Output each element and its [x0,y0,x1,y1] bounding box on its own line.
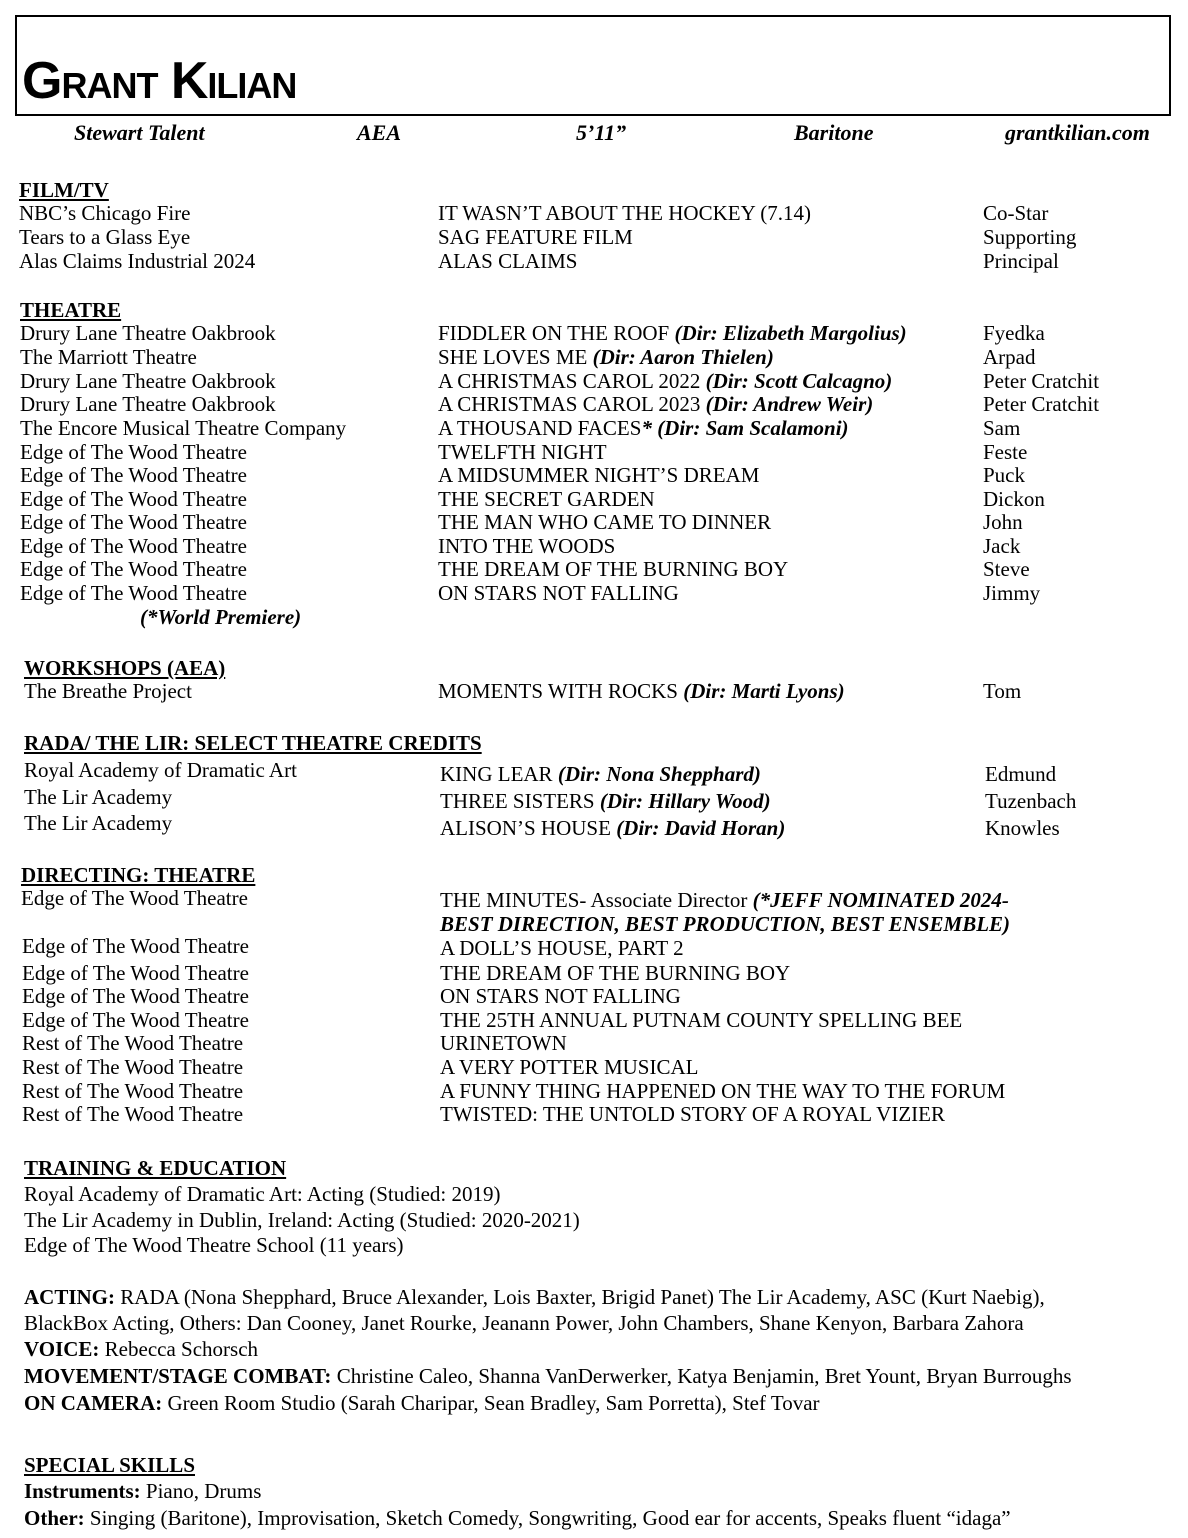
venue: Rest of The Wood Theatre [22,1055,244,1079]
other-label: Other: [24,1506,85,1530]
show: ALAS CLAIMS [438,249,578,273]
show: TWELFTH NIGHT [438,440,607,464]
show: SAG FEATURE FILM [438,225,633,249]
show [440,816,785,840]
camera-text: Green Room Studio (Sarah Charipar, Sean Bradley, Sam Porretta), Stef Tovar [162,1391,820,1415]
role: Co-Star [983,201,1049,225]
venue: The Breathe Project [24,679,192,703]
venue: Tears to a Glass Eye [19,225,191,249]
show: THE DREAM OF THE BURNING BOY [438,557,789,581]
venue: Edge of The Wood Theatre [22,984,249,1008]
training-line: Royal Academy of Dramatic Art: Acting (Studied: 2019) [24,1182,501,1206]
venue: Edge of The Wood Theatre [22,934,249,958]
venue: Edge of The Wood Theatre [20,440,247,464]
show: URINETOWN [440,1031,567,1055]
role: Tuzenbach [985,789,1077,813]
voice-label: VOICE: [24,1337,100,1361]
show [440,789,771,813]
table-row [0,321,1188,345]
table-row [0,1102,1188,1126]
show-title: ALISON’S HOUSE [440,816,617,840]
role: Dickon [983,487,1045,511]
show: ON STARS NOT FALLING [440,984,681,1008]
role: Fyedka [983,321,1045,345]
show [438,321,907,345]
venue: Edge of The Wood Theatre [22,961,249,985]
acting-teachers [24,1284,1045,1310]
voice-type: Baritone [794,120,874,145]
section-theatre-title: THEATRE [20,298,122,322]
venue: The Lir Academy [24,785,173,809]
actor-name: Grant Kilian [22,52,297,110]
other-skills [24,1505,1011,1531]
venue: Edge of The Wood Theatre [20,557,247,581]
venue: Royal Academy of Dramatic Art [24,758,297,782]
world-premiere-footnote: (*World Premiere) [140,605,302,629]
show [438,369,892,393]
table-row [0,225,1188,249]
table-row [0,392,1188,416]
table-row [0,811,1188,840]
movement-label: MOVEMENT/STAGE COMBAT: [24,1364,332,1388]
show: ON STARS NOT FALLING [438,581,679,605]
director: (Dir: Andrew Weir) [705,392,874,416]
show-title: SHE LOVES ME [438,345,593,369]
section-skills-title: SPECIAL SKILLS [24,1453,195,1477]
show [440,762,761,786]
show [438,392,873,416]
venue: Drury Lane Theatre Oakbrook [20,321,276,345]
jeff-nomination-note: (*JEFF NOMINATED 2024- [752,888,1009,912]
venue: Drury Lane Theatre Oakbrook [20,369,276,393]
height: 5’11” [576,120,627,145]
role: Peter Cratchit [983,369,1100,393]
table-row [0,1031,1188,1055]
jeff-nomination-categories: BEST DIRECTION, BEST PRODUCTION, BEST ENSEMBLE) [440,912,1011,936]
camera-label: ON CAMERA: [24,1391,163,1415]
venue: Rest of The Wood Theatre [22,1079,244,1103]
director: (Dir: David Horan) [616,816,786,840]
table-row [0,785,1188,813]
show [438,345,774,369]
table-row [0,1055,1188,1079]
table-row [0,557,1188,581]
union: AEA [357,120,402,145]
venue: Edge of The Wood Theatre [21,886,248,910]
venue: The Marriott Theatre [20,345,197,369]
table-row [0,201,1188,225]
role: Jimmy [983,581,1041,605]
show [438,679,845,703]
agency: Stewart Talent [74,120,205,145]
section-rada-lir-title: RADA/ THE LIR: SELECT THEATRE CREDITS [24,731,482,755]
voice-text: Rebecca Schorsch [99,1337,259,1361]
show-title: THE MINUTES- Associate Director [440,888,753,912]
table-row [0,510,1188,534]
venue: The Lir Academy [24,811,173,835]
show-title: A THOUSAND FACES [438,416,642,440]
show: THE DREAM OF THE BURNING BOY [440,961,791,985]
venue: Edge of The Wood Theatre [20,510,247,534]
show: INTO THE WOODS [438,534,616,558]
table-row [0,249,1188,273]
training-line: The Lir Academy in Dublin, Ireland: Acting (Studied: 2020-2021) [24,1208,580,1232]
table-row [0,1079,1188,1103]
acting-text: RADA (Nona Shepphard, Bruce Alexander, Lois Baxter, Brigid Panet) The Lir Academy, ASC (Kurt Naebig), [115,1285,1045,1309]
venue: The Encore Musical Theatre Company [20,416,347,440]
show-title: MOMENTS WITH ROCKS [438,679,684,703]
director: (Dir: Elizabeth Margolius) [674,321,907,345]
section-workshops-title: WORKSHOPS (AEA) [24,656,226,680]
table-row [0,758,1188,786]
show: THE 25TH ANNUAL PUTNAM COUNTY SPELLING BEE [440,1008,963,1032]
voice-teachers [24,1336,258,1362]
section-directing-title: DIRECTING: THEATRE [21,863,256,887]
venue: Edge of The Wood Theatre [20,487,247,511]
table-row [0,369,1188,393]
table-row [0,534,1188,558]
instruments-label: Instruments: [24,1479,141,1503]
table-row [0,679,1188,703]
venue: NBC’s Chicago Fire [19,201,191,225]
acting-label: ACTING: [24,1285,116,1309]
table-row [0,984,1188,1008]
section-film-tv-title: FILM/TV [19,178,109,202]
role: Sam [983,416,1021,440]
table-row [0,886,1188,910]
venue: Rest of The Wood Theatre [22,1031,244,1055]
movement-text: Christine Caleo, Shanna VanDerwerker, Katya Benjamin, Bret Yount, Bryan Burroughs [331,1364,1072,1388]
role: Puck [983,463,1025,487]
venue: Edge of The Wood Theatre [20,463,247,487]
table-row [0,487,1188,511]
role: Edmund [985,762,1057,786]
movement-teachers [24,1363,1072,1389]
table-row [0,961,1188,985]
director: (Dir: Nona Shepphard) [557,762,761,786]
role: Tom [983,679,1022,703]
table-row [0,345,1188,369]
show: TWISTED: THE UNTOLD STORY OF A ROYAL VIZIER [440,1102,945,1126]
show [440,888,1009,912]
venue: Drury Lane Theatre Oakbrook [20,392,276,416]
venue: Edge of The Wood Theatre [22,1008,249,1032]
show: A FUNNY THING HAPPENED ON THE WAY TO THE FORUM [440,1079,1006,1103]
director: (Dir: Marti Lyons) [683,679,845,703]
name-box [15,15,1171,116]
instruments [24,1478,261,1504]
website[interactable]: grantkilian.com [1005,120,1150,145]
director: (Dir: Scott Calcagno) [705,369,893,393]
venue: Edge of The Wood Theatre [20,581,247,605]
table-row [0,463,1188,487]
role: Feste [983,440,1028,464]
section-training-title: TRAINING & EDUCATION [24,1156,287,1180]
director: * (Dir: Sam Scalamoni) [641,416,849,440]
table-row [0,1008,1188,1032]
table-row [0,934,1188,958]
table-row [0,440,1188,464]
venue: Rest of The Wood Theatre [22,1102,244,1126]
other-text: Singing (Baritone), Improvisation, Sketch Comedy, Songwriting, Good ear for accents, Speaks fluent “idaga” [84,1506,1011,1530]
role: Steve [983,557,1030,581]
show: A DOLL’S HOUSE, PART 2 [440,936,684,960]
role: Principal [983,249,1059,273]
camera-teachers [24,1390,820,1416]
director: (Dir: Hillary Wood) [599,789,771,813]
show: IT WASN’T ABOUT THE HOCKEY (7.14) [438,201,811,225]
show: THE SECRET GARDEN [438,487,655,511]
show-title: KING LEAR [440,762,558,786]
role: Supporting [983,225,1077,249]
instruments-text: Piano, Drums [140,1479,262,1503]
show [438,416,849,440]
show: THE MAN WHO CAME TO DINNER [438,510,772,534]
show-title: FIDDLER ON THE ROOF [438,321,675,345]
role: Arpad [983,345,1036,369]
show-title: A CHRISTMAS CAROL 2022 [438,369,706,393]
show-title: A CHRISTMAS CAROL 2023 [438,392,706,416]
table-row [0,416,1188,440]
role: Knowles [985,816,1060,840]
show-title: THREE SISTERS [440,789,600,813]
table-row [0,581,1188,605]
acting-teachers-cont: BlackBox Acting, Others: Dan Cooney, Janet Rourke, Jeanann Power, John Chambers, Shane Kenyon, Barbara Zahora [24,1311,1024,1335]
role: Peter Cratchit [983,392,1100,416]
venue: Alas Claims Industrial 2024 [19,249,256,273]
role: Jack [983,534,1021,558]
training-line: Edge of The Wood Theatre School (11 years) [24,1233,404,1257]
venue: Edge of The Wood Theatre [20,534,247,558]
show: A VERY POTTER MUSICAL [440,1055,699,1079]
role: John [983,510,1023,534]
director: (Dir: Aaron Thielen) [592,345,774,369]
show: A MIDSUMMER NIGHT’S DREAM [438,463,760,487]
